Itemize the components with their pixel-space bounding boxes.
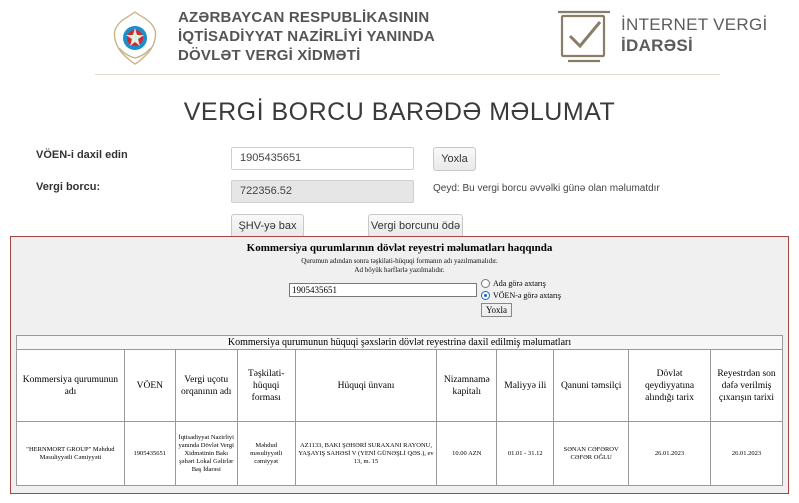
tax-authority-cell: İqtisadiyyat Nazirliyi yanında Dövlət Vergi Xidmətinin Bakı şəhəri Lokal Gəlirlər Baş İdarəsi [175,422,237,486]
registry-title: Kommersiya qurumlarının dövlət reyestri məlumatları haqqında [246,242,553,254]
voen-cell: 1905435651 [124,422,175,486]
check-button[interactable]: Yoxla [433,147,476,171]
radio-unchecked-icon[interactable] [481,279,490,288]
column-header: Hüquqi ünvanı [295,350,437,422]
org-title-line: İQTİSADİYYAT NAZİRLİYİ YANINDA [178,28,435,45]
state-emblem-icon [105,8,165,68]
column-header: Dövlət qeydiyyatına alındığı tarix [629,350,711,422]
radio-label: Ada görə axtarış [493,279,546,288]
registry-hint: Qurumun adından sonra təşkilati-hüquqi formanın adı yazılmamalıdır. [301,257,498,265]
registry-hint: Ad böyük hərflərlə yazılmalıdır. [354,266,445,274]
legal-form-cell: Məhdud məsuliyyətli cəmiyyət [237,422,295,486]
charter-capital-cell: 10.00 AZN [437,422,497,486]
internet-tax-office-logo-icon [556,6,612,66]
debt-label: Vergi borcu: [36,181,101,193]
table-header-row [17,350,783,422]
registry-table [16,335,783,486]
fiscal-year-cell: 01.01 - 31.12 [497,422,554,486]
search-by-voen-radio[interactable] [481,291,561,300]
column-header: Qanuni təmsilçi [554,350,629,422]
column-header: Reyestrdən son dəfə verilmiş çıxarışın tarixi [711,350,783,422]
column-header: Vergi uçotu orqanının adı [175,350,237,422]
commercial-registry-panel [10,236,789,494]
column-header: VÖEN [124,350,175,422]
column-header: Maliyyə ili [497,350,554,422]
debt-amount-field: 722356.52 [231,180,414,203]
table-row [17,422,783,486]
company-name-cell: "HERNMORT GROUP" Məhdud Məsuliyyətli Cəmiyyəti [17,422,125,486]
legal-address-cell: AZ1133, BAKI ŞƏHƏRİ SURAXANI RAYONU, YAŞAYIŞ SAHƏSİ V (YENİ GÜNƏŞLİ QƏS.), ev 13, m. 15 [295,422,437,486]
column-header: Kommersiya qurumunun adı [17,350,125,422]
org-title-line: AZƏRBAYCAN RESPUBLİKASININ [178,9,430,26]
pay-debt-button[interactable]: Vergi borcunu ödə [368,214,463,238]
column-header: Nizamnamə kapitalı [437,350,497,422]
portal-title [621,14,768,56]
portal-title-line: İDARƏSİ [621,36,694,55]
legal-representative-cell: SƏNAN CƏFƏROV CƏFƏR OĞLU [554,422,629,486]
org-title [178,8,435,65]
header-divider [95,74,720,75]
org-title-line: DÖVLƏT VERGİ XİDMƏTİ [178,47,361,64]
portal-title-line: İNTERNET VERGİ [621,15,768,34]
registration-date-cell: 26.01.2023 [629,422,711,486]
table-caption: Kommersiya qurumunun hüquqi şəxslərin dövlət reyestrinə daxil edilmiş məlumatları [17,336,783,350]
page-title: VERGİ BORCU BARƏDƏ MƏLUMAT [183,98,616,126]
debt-note: Qeyd: Bu vergi borcu əvvəlki günə olan məlumatdır [433,183,660,194]
last-extract-date-cell: 26.01.2023 [711,422,783,486]
registry-search-input[interactable]: 1905435651 [289,283,477,297]
registry-search-button[interactable]: Yoxla [481,303,512,317]
site-header [0,0,799,76]
voen-input[interactable]: 1905435651 [231,147,414,170]
column-header: Təşkilati-hüquqi forması [237,350,295,422]
shv-view-button[interactable]: ŞHV-yə bax [231,214,304,238]
radio-checked-icon[interactable] [481,291,490,300]
search-by-name-radio[interactable] [481,279,546,288]
voen-label: VÖEN-i daxil edin [36,149,128,161]
radio-label: VÖEN-ə görə axtarış [493,291,561,300]
